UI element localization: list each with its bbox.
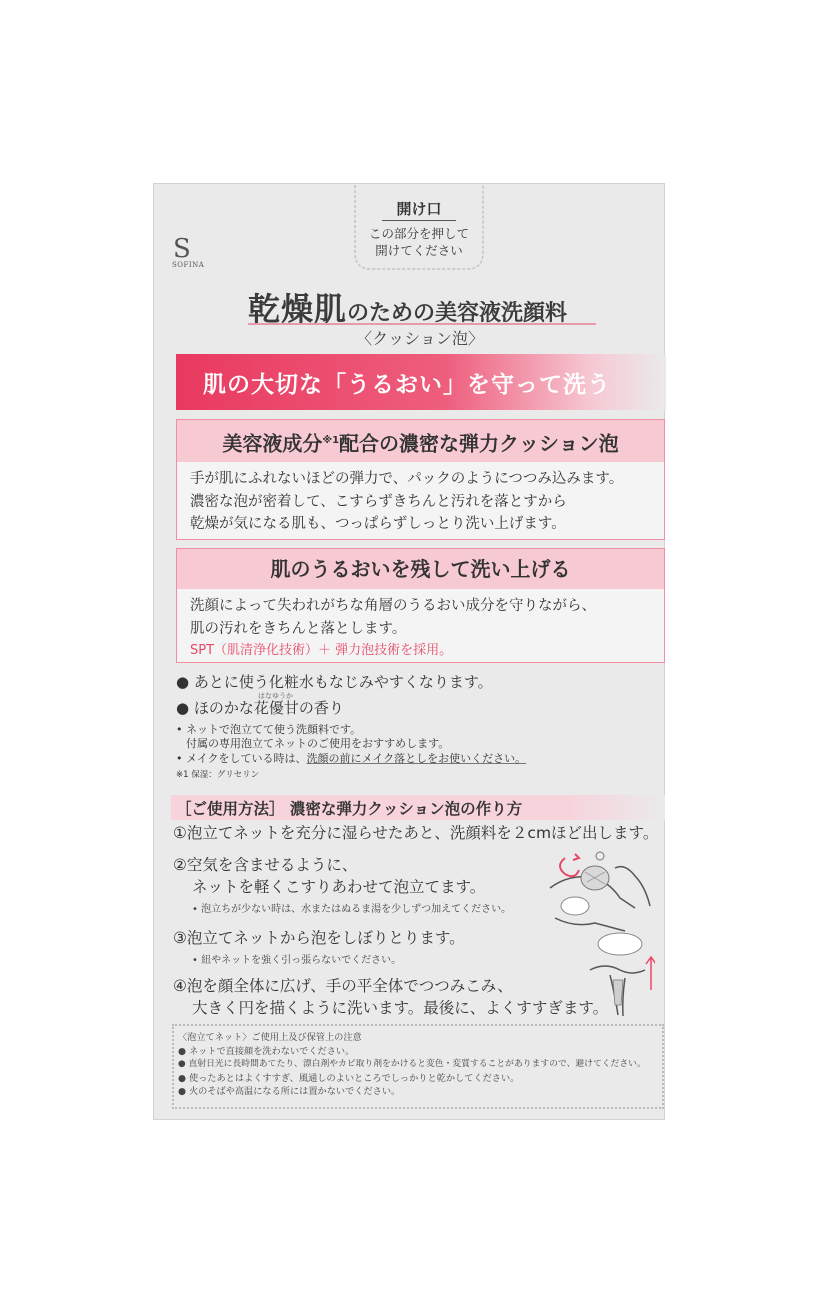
- caution-item-text: 直射日光に長時間あてたり、漂白剤やカビ取り剤をかけると変色・変質することがありますので、避けてください。: [188, 1059, 646, 1070]
- heading-part: 配合の濃密な弾力クッション泡: [339, 431, 619, 456]
- section-heading: [177, 420, 664, 462]
- squeezing-foam-illustration: [585, 930, 655, 1020]
- technology-note: SPT（肌清浄化技術）＋ 弾力泡技術を採用。: [190, 643, 453, 658]
- body-line: 濃密な泡が密着して、こすらずきちんと汚れを落とすから: [190, 493, 567, 510]
- caution-item-text: ネットで直接顔を洗わないでください。: [188, 1045, 355, 1057]
- feature-section-moisture: [176, 548, 665, 663]
- bullet-item: • メイクをしている時は、洗顔の前にメイク落としをお使いください。: [176, 752, 527, 765]
- usage-note: • 泡立ちが少ない時は、水またはぬるま湯を少しずつ加えてください。: [192, 904, 512, 915]
- usage-heading: [176, 797, 522, 819]
- usage-step-3: ③泡立てネットから泡をしぼりとります。: [173, 929, 465, 947]
- caution-item-text: 火のそばや高温になる所には置かないでください。: [188, 1086, 401, 1098]
- body-line: 乾燥が気になる肌も、つっぱらずしっとり洗い上げます。: [190, 516, 566, 532]
- usage-title: 濃密な弾力クッション泡の作り方: [289, 800, 523, 818]
- brand-logo: [172, 234, 212, 269]
- body-line: 肌の汚れをきちんと落とします。: [190, 620, 407, 637]
- bullet-text: 付属の専用泡立てネットのご使用をおすすめします。: [186, 737, 450, 750]
- usage-step-2-cont: ネットを軽くこすりあわせて泡立てます。: [192, 878, 486, 896]
- brand-name: SOFINA: [172, 261, 205, 269]
- section-body: [177, 589, 664, 663]
- usage-step-4: ④泡を顔全体に広げ、手の平全体でつつみこみ、: [173, 977, 513, 995]
- brand-mark: S: [173, 234, 191, 264]
- footnote-mark: ※1: [322, 435, 340, 446]
- section-heading: 肌のうるおいを残して洗い上げる: [177, 549, 664, 589]
- opening-tab-title: 開け口: [396, 200, 442, 218]
- product-subtitle: 〈クッション泡〉: [356, 329, 484, 348]
- usage-step-4-cont: 大きく円を描くように洗います。最後に、よくすすぎます。: [192, 999, 609, 1017]
- bullet-item: ● ほのかな花優甘の香り: [176, 699, 344, 717]
- instruction-line: 開けてください: [375, 243, 463, 258]
- opening-tab[interactable]: [352, 185, 486, 271]
- bullet-text: メイクをしている時は、: [186, 752, 307, 765]
- bullet-text: あとに使う化粧水もなじみやすくなります。: [193, 673, 493, 691]
- caution-item-text: 使ったあとはよくすすぎ、風通しのよいところでしっかりと乾かしてください。: [188, 1072, 520, 1084]
- feature-section-foam: [176, 419, 665, 540]
- usage-step-1: ①泡立てネットを充分に湿らせたあと、洗顔料を２cmほど出します。: [173, 824, 659, 842]
- body-line: 手が肌にふれないほどの弾力で、パックのようにつつみ込みます。: [190, 471, 624, 487]
- note-text: 泡立ちが少ない時は、水またはぬるま湯を少しずつ加えてください。: [201, 904, 512, 915]
- caution-item: ● 使ったあとはよくすすぎ、風通しのよいところでしっかりと乾かしてください。: [178, 1072, 520, 1084]
- ruby-text: はなゆうか: [258, 692, 293, 700]
- bullet-text: ほのかな: [193, 699, 254, 717]
- caution-item: ● ネットで直接顔を洗わないでください。: [178, 1045, 355, 1057]
- usage-step-2: ②空気を含ませるように、: [173, 856, 358, 874]
- title-underline: [248, 323, 596, 325]
- bullet-text: の香り: [298, 699, 344, 717]
- heading-part: 美容液成分: [222, 431, 323, 456]
- headline-text: 肌の大切な「うるおい」を守って洗う: [203, 372, 611, 398]
- divider: [382, 220, 456, 221]
- footnote: ※1 保湿：グリセリン: [176, 770, 260, 780]
- caution-item: ● 直射日光に長時間あてたり、漂白剤やカビ取り剤をかけると変色・変質することがありますので、避けてください。: [178, 1059, 646, 1070]
- bullet-text: ネットで泡立てて使う洗顔料です。: [186, 723, 362, 736]
- bullet-item: ● あとに使う化粧水もなじみやすくなります。: [176, 673, 493, 691]
- bullet-item: • ネットで泡立てて使う洗顔料です。: [176, 723, 362, 736]
- instruction-line: この部分を押して: [368, 226, 469, 241]
- fragrance-name: 花優甘: [253, 699, 299, 717]
- caution-text: [178, 1031, 646, 1099]
- hands-rubbing-net-illustration: [545, 848, 655, 933]
- note-text: 紐やネットを強く引っ張らないでください。: [201, 955, 402, 966]
- usage-label: ［ご使用方法］: [176, 800, 285, 818]
- body-line: 洗顔によって失われがちな角層のうるおい成分を守りながら、: [190, 598, 596, 614]
- usage-note: • 紐やネットを強く引っ張らないでください。: [192, 955, 402, 966]
- opening-tab-instruction: [352, 225, 486, 259]
- caution-title: 〈泡立てネット〉ご使用上及び保管上の注意: [178, 1032, 362, 1043]
- section-body: [177, 462, 664, 536]
- title-rest: 美容液洗顔料: [435, 301, 568, 326]
- title-small: のための: [347, 301, 436, 326]
- title-big: 乾燥肌: [248, 290, 348, 328]
- bullet-text-underlined: 洗顔の前にメイク落としをお使いください。: [306, 752, 527, 765]
- caution-item: ● 火のそばや高温になる所には置かないでください。: [178, 1086, 401, 1098]
